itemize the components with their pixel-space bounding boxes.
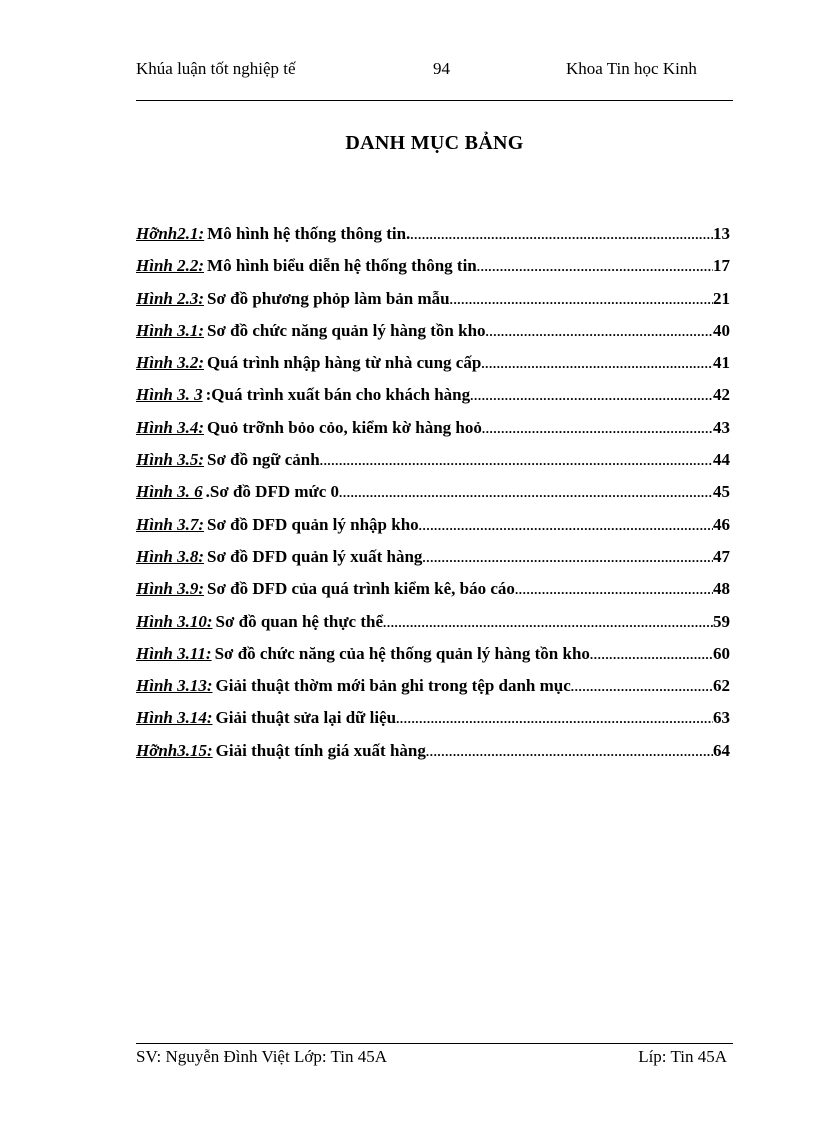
toc-entry-title: Sơ đồ chức năng quản lý hàng tồn kho xyxy=(207,320,486,340)
toc-entry-label: Hình 3.10: xyxy=(136,611,213,631)
toc-entry-page: 45 xyxy=(713,482,730,502)
toc-entry-title: Quỏ trỡnh bỏo cỏo, kiểm kờ hàng hoỏ xyxy=(207,417,482,437)
toc-entry-title: Sơ đồ phương phỏp làm bản mẫu xyxy=(207,288,450,308)
toc-entry-page: 21 xyxy=(713,288,730,308)
toc-entry-page: 60 xyxy=(713,643,730,663)
toc-entry-page: 46 xyxy=(713,514,730,534)
page-header xyxy=(136,58,733,101)
toc-entry[interactable] xyxy=(136,450,730,482)
toc-entry[interactable] xyxy=(136,708,730,740)
toc-entry-label: Hình 3. 3 xyxy=(136,385,203,405)
toc-leader-dots xyxy=(410,227,713,243)
toc-entry-page: 64 xyxy=(713,740,730,760)
toc-entry-title: Giải thuật tính giá xuất hàng xyxy=(215,740,426,760)
toc-leader-dots xyxy=(396,711,713,727)
toc-entry-title: .Sơ đồ DFD mức 0 xyxy=(205,482,340,502)
toc-entry[interactable] xyxy=(136,515,730,547)
toc-leader-dots xyxy=(320,453,713,469)
footer-class-info: Líp: Tin 45A xyxy=(638,1047,727,1066)
toc-leader-dots xyxy=(477,259,713,275)
toc-entry-page: 13 xyxy=(713,224,730,243)
toc-entry-title: Giải thuật thờm mới bản ghi trong tệp danh mục xyxy=(215,676,571,696)
toc-entry-label: Hình 3.7: xyxy=(136,514,205,534)
toc-entry[interactable] xyxy=(136,612,730,644)
toc-entry[interactable] xyxy=(136,418,730,450)
toc-entry-label: Hình 3.9: xyxy=(136,579,205,599)
toc-entry-page: 17 xyxy=(713,256,730,276)
toc-entry-label: Hình 3. 6 xyxy=(136,482,203,502)
toc-entry[interactable] xyxy=(136,321,730,353)
toc-entry-title: Mô hình biểu diễn hệ thống thông tin xyxy=(207,256,477,276)
toc-entry[interactable] xyxy=(136,676,730,708)
toc-entry-title: Mô hình hệ thống thông tin. xyxy=(207,224,411,243)
toc-entry-page: 44 xyxy=(713,450,730,470)
toc-leader-dots xyxy=(422,550,713,566)
toc-entry[interactable] xyxy=(136,224,730,256)
toc-entry-page: 48 xyxy=(713,579,730,599)
toc-leader-dots xyxy=(450,292,713,308)
toc-entry-page: 41 xyxy=(713,353,730,373)
toc-entry-label: Hình 3.11: xyxy=(136,643,212,663)
footer-student-info: SV: Nguyễn Đình Việt Lớp: Tin 45A xyxy=(136,1047,388,1066)
toc-entry-label: Hỡnh2.1: xyxy=(136,224,205,243)
toc-entry[interactable] xyxy=(136,579,730,611)
toc-entry-title: Sơ đồ quan hệ thực thể xyxy=(215,611,383,631)
toc-entry-label: Hình 3.14: xyxy=(136,708,213,728)
page-footer xyxy=(136,1043,733,1066)
toc-entry-label: Hình 3.8: xyxy=(136,546,205,566)
header-page-number: 94 xyxy=(433,59,450,78)
toc-entry[interactable] xyxy=(136,385,730,417)
toc-leader-dots xyxy=(339,485,713,501)
toc-entry[interactable] xyxy=(136,644,730,676)
toc-leader-dots xyxy=(482,421,713,437)
toc-entry[interactable] xyxy=(136,547,730,579)
toc-entry-page: 63 xyxy=(713,708,730,728)
toc-entry-page: 42 xyxy=(713,385,730,405)
toc-entry-page: 43 xyxy=(713,417,730,437)
toc-entry-page: 40 xyxy=(713,320,730,340)
toc-leader-dots xyxy=(515,582,713,598)
toc-entry-page: 47 xyxy=(713,546,730,566)
toc-entry-label: Hình 3.1: xyxy=(136,320,205,340)
header-faculty-label: Khoa Tin học Kinh xyxy=(566,59,697,78)
toc-entry-title: Sơ đồ DFD của quá trình kiểm kê, báo cáo xyxy=(207,579,515,599)
header-course-label: Khúa luận tốt nghiệp tế xyxy=(136,59,296,78)
toc-entry[interactable] xyxy=(136,482,730,514)
toc-entry-title: Sơ đồ ngữ cảnh xyxy=(207,450,320,470)
toc-leader-dots xyxy=(571,679,713,695)
toc-entry-label: Hình 3.13: xyxy=(136,676,213,696)
toc-entry-title: Quá trình nhập hàng từ nhà cung cấp xyxy=(207,353,482,373)
toc-entry-label: Hình 2.2: xyxy=(136,256,205,276)
table-of-figures xyxy=(136,224,730,773)
toc-entry-label: Hình 3.4: xyxy=(136,417,205,437)
toc-entry-title: Giải thuật sửa lại dữ liệu xyxy=(215,708,397,728)
page-title: DANH MỤC BẢNG xyxy=(345,132,524,154)
toc-entry[interactable] xyxy=(136,353,730,385)
toc-leader-dots xyxy=(481,356,713,372)
toc-leader-dots xyxy=(419,518,713,534)
toc-entry[interactable] xyxy=(136,289,730,321)
toc-entry-title: :Quá trình xuất bán cho khách hàng xyxy=(205,385,471,405)
toc-entry-label: Hỡnh3.15: xyxy=(136,740,213,760)
toc-entry[interactable] xyxy=(136,256,730,288)
toc-entry-title: Sơ đồ DFD quản lý nhập kho xyxy=(207,514,419,534)
toc-leader-dots xyxy=(383,615,713,631)
toc-entry-page: 59 xyxy=(713,611,730,631)
toc-entry-label: Hình 2.3: xyxy=(136,288,205,308)
toc-entry-label: Hình 3.5: xyxy=(136,450,205,470)
toc-entry-title: Sơ đồ chức năng của hệ thống quản lý hàng tồn kho xyxy=(214,643,590,663)
toc-leader-dots xyxy=(590,647,713,663)
toc-entry-label: Hình 3.2: xyxy=(136,353,205,373)
toc-leader-dots xyxy=(470,388,713,404)
toc-entry-page: 62 xyxy=(713,676,730,696)
toc-entry-title: Sơ đồ DFD quản lý xuất hàng xyxy=(207,546,423,566)
toc-entry[interactable] xyxy=(136,741,730,773)
toc-leader-dots xyxy=(486,324,713,340)
toc-leader-dots xyxy=(426,744,713,760)
